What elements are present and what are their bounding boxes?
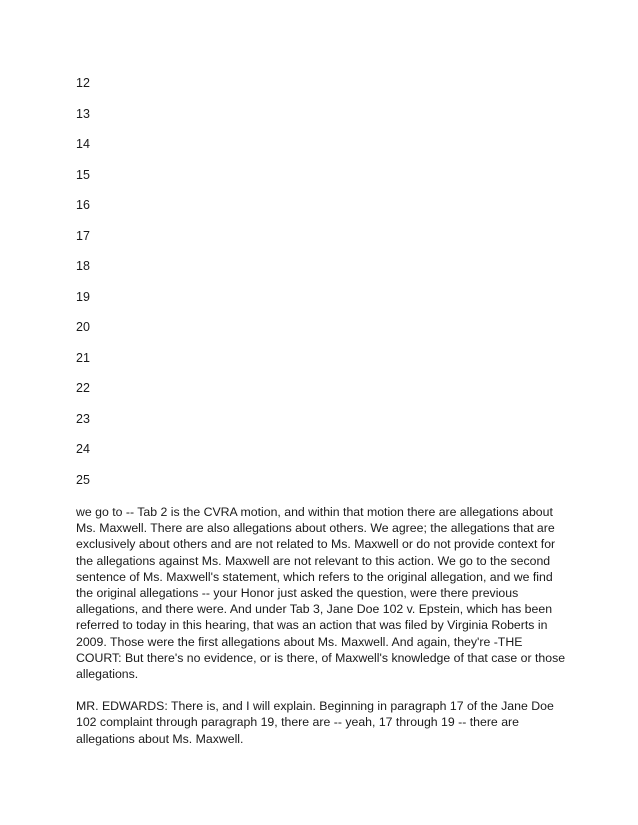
- line-number: 17: [76, 228, 90, 243]
- line-number: 25: [76, 472, 90, 487]
- line-number: 20: [76, 320, 90, 334]
- line-number: 23: [76, 411, 90, 426]
- line-number-column: [76, 74, 90, 501]
- line-number: 15: [76, 167, 90, 182]
- line-number: 21: [76, 350, 90, 365]
- line-number: 16: [76, 198, 90, 212]
- transcript-paragraph: we go to -- Tab 2 is the CVRA motion, and within that motion there are allegations about Ms. Maxwell. There are also allegations about others. We agree; the allegations that are exclusively about others and are not related to Ms. Maxwell or do not provide context for the allegations against Ms. Maxwell are not relevant to this action. We go to the second sentence of Ms. Maxwell's statement, which refers to the original allegation, and we find the original allegations -- your Honor just asked the question, were there previous allegations, and there were. And under Tab 3, Jane Doe 102 v. Epstein, which has been referred to today in this hearing, that was an action that was filed by Virginia Roberts in 2009. Those were the first allegations about Ms. Maxwell. And again, they're -THE COURT: But there's no evidence, or is there, of Maxwell's knowledge of that case or those allegations.: [76, 505, 566, 682]
- line-number: 22: [76, 381, 90, 395]
- line-number: 24: [76, 442, 90, 456]
- transcript-body: [76, 504, 568, 763]
- line-number: 13: [76, 106, 90, 121]
- line-number: 12: [76, 76, 90, 90]
- line-number: 14: [76, 137, 90, 151]
- transcript-paragraph: MR. EDWARDS: There is, and I will explain. Beginning in paragraph 17 of the Jane Doe 102 complaint through paragraph 19, there are -- yeah, 17 through 19 -- there are allegations about Ms. Maxwell.: [76, 699, 554, 746]
- line-number: 19: [76, 289, 90, 304]
- line-number: 18: [76, 259, 90, 273]
